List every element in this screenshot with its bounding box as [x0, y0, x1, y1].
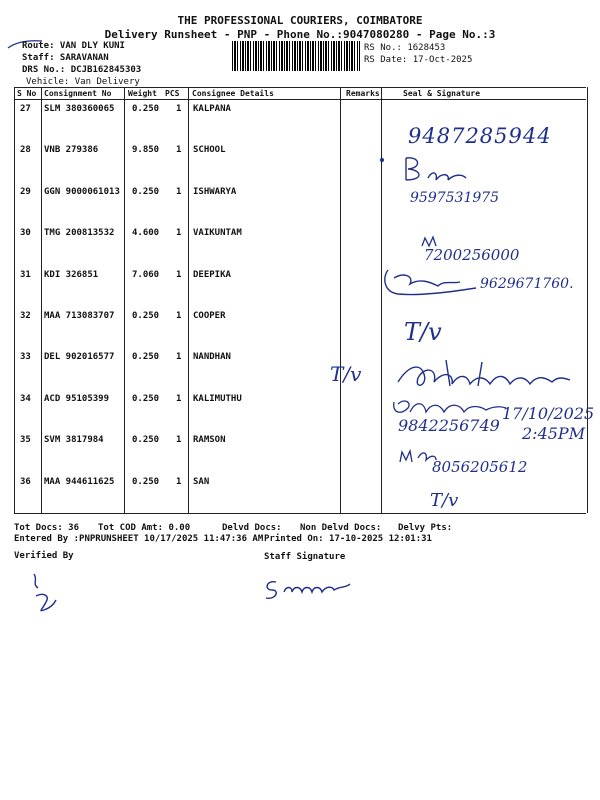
- entered-by: Entered By :PNPRUNSHEET 10/17/2025 11:47:36 AM: [14, 534, 264, 544]
- table-header-rule: [14, 99, 586, 100]
- row-weight: 0.250: [132, 352, 160, 363]
- row-consignment-no: GGN 9000061013: [44, 186, 120, 197]
- row-consignee: KALPANA: [193, 104, 231, 114]
- row-weight: 0.250: [132, 435, 160, 446]
- row-consignee: DEEPIKA: [193, 269, 231, 280]
- staff-signature-icon: [262, 574, 358, 604]
- row-consignment-no: SVM 3817984: [44, 435, 104, 446]
- handwritten-tv-1: T/v: [404, 318, 442, 346]
- row-consignee: COOPER: [193, 311, 226, 321]
- total-docs: Tot Docs: 36: [14, 523, 80, 533]
- handwritten-phone-2: 9597531975: [410, 190, 500, 206]
- row-consignee: SAN: [193, 476, 210, 487]
- row-pcs: 1: [176, 311, 182, 321]
- row-weight: 0.250: [132, 476, 160, 487]
- row-sno: 30: [20, 228, 31, 239]
- col-header-seal-signature: Seal & Signature: [403, 89, 481, 98]
- column-divider: [41, 87, 42, 513]
- row-consignment-no: SLM 380360065: [44, 104, 115, 114]
- drs-number: DRS No.: DCJB162845303: [22, 65, 142, 75]
- row-consignee: VAIKUNTAM: [193, 228, 242, 239]
- signature-icon: [370, 150, 470, 186]
- rs-date: RS Date: 17-Oct-2025: [364, 55, 473, 65]
- vehicle-label: Vehicle: Van Delivery: [26, 77, 140, 87]
- runsheet-subtitle: Delivery Runsheet - PNP - Phone No.:9047080280 - Page No.:3: [104, 28, 496, 41]
- col-header-consignment: Consignment No: [44, 89, 112, 98]
- row-pcs: 1: [176, 476, 182, 487]
- handwritten-tv-3: T/v: [430, 490, 459, 511]
- row-sno: 31: [20, 269, 31, 280]
- col-header-weight: Weight: [128, 89, 157, 98]
- barcode-image: [232, 41, 360, 71]
- total-cod-amount: Tot COD Amt: 0.00: [98, 523, 191, 533]
- column-divider: [188, 87, 189, 513]
- signature-icon: [394, 356, 574, 396]
- row-pcs: 1: [176, 435, 182, 446]
- row-consignment-no: DEL 902016577: [44, 352, 115, 363]
- row-sno: 33: [20, 352, 31, 363]
- row-weight: 7.060: [132, 269, 160, 280]
- row-pcs: 1: [176, 352, 182, 363]
- handwritten-phone-1: 9487285944: [408, 124, 552, 148]
- row-consignment-no: VNB 279386: [44, 145, 99, 156]
- handwritten-phone-3: 7200256000: [424, 246, 520, 264]
- row-sno: 34: [20, 393, 31, 404]
- row-consignee: ISHWARYA: [193, 186, 237, 197]
- row-weight: 0.250: [132, 186, 160, 197]
- delivery-points: Delvy Pts:: [398, 523, 453, 533]
- row-sno: 32: [20, 311, 31, 321]
- delivered-docs: Delvd Docs:: [222, 523, 282, 533]
- rs-number: RS No.: 1628453: [364, 43, 446, 53]
- row-consignee: KALIMUTHU: [193, 393, 242, 404]
- row-consignment-no: KDI 326851: [44, 269, 99, 280]
- route-label: Route: VAN DLY KUNI: [22, 41, 125, 51]
- column-divider: [124, 87, 125, 513]
- staff-signature-label: Staff Signature: [264, 552, 346, 562]
- row-weight: 0.250: [132, 311, 160, 321]
- verifier-signature-icon: [28, 570, 68, 616]
- verified-by-label: Verified By: [14, 551, 74, 561]
- row-pcs: 1: [176, 269, 182, 280]
- row-sno: 29: [20, 186, 31, 197]
- row-consignee: RAMSON: [193, 435, 226, 446]
- row-consignment-no: MAA 713083707: [44, 311, 115, 321]
- col-header-remarks: Remarks: [346, 89, 380, 98]
- row-pcs: 1: [176, 393, 182, 404]
- handwritten-phone-5: 9842256749: [398, 416, 500, 435]
- row-consignment-no: ACD 95105399: [44, 393, 110, 404]
- row-pcs: 1: [176, 104, 182, 114]
- non-delivered-docs: Non Delvd Docs:: [300, 523, 382, 533]
- col-header-sno: S No: [17, 89, 37, 98]
- table-bottom-rule: [14, 513, 586, 514]
- col-header-pcs: PCS: [165, 89, 180, 98]
- row-consignment-no: TMG 200813532: [44, 228, 115, 239]
- row-sno: 27: [20, 104, 31, 114]
- row-consignment-no: MAA 944611625: [44, 476, 115, 487]
- row-weight: 9.850: [132, 145, 160, 156]
- row-pcs: 1: [176, 145, 182, 156]
- row-pcs: 1: [176, 228, 182, 239]
- handwritten-phone-6: 8056205612: [432, 458, 528, 476]
- handwritten-date: 17/10/2025: [502, 404, 595, 423]
- runsheet-table: [14, 87, 588, 513]
- row-weight: 4.600: [132, 228, 160, 239]
- handwritten-phone-4: 9629671760.: [480, 276, 574, 292]
- handwritten-time: 2:45PM: [522, 424, 586, 443]
- printed-on: Printed On: 17-10-2025 12:01:31: [264, 534, 432, 544]
- row-sno: 36: [20, 476, 31, 487]
- company-title: THE PROFESSIONAL COURIERS, COIMBATORE: [177, 14, 423, 27]
- signature-icon: [380, 266, 480, 300]
- staff-label: Staff: SARAVANAN: [22, 53, 109, 63]
- row-sno: 35: [20, 435, 31, 446]
- column-divider: [340, 87, 341, 513]
- row-sno: 28: [20, 145, 31, 156]
- row-weight: 0.250: [132, 393, 160, 404]
- handwritten-tv-2: T/v: [330, 362, 362, 386]
- row-consignee: SCHOOL: [193, 145, 226, 156]
- col-header-consignee: Consignee Details: [192, 89, 274, 98]
- row-consignee: NANDHAN: [193, 352, 231, 363]
- row-pcs: 1: [176, 186, 182, 197]
- table-top-rule: [14, 87, 586, 88]
- row-weight: 0.250: [132, 104, 160, 114]
